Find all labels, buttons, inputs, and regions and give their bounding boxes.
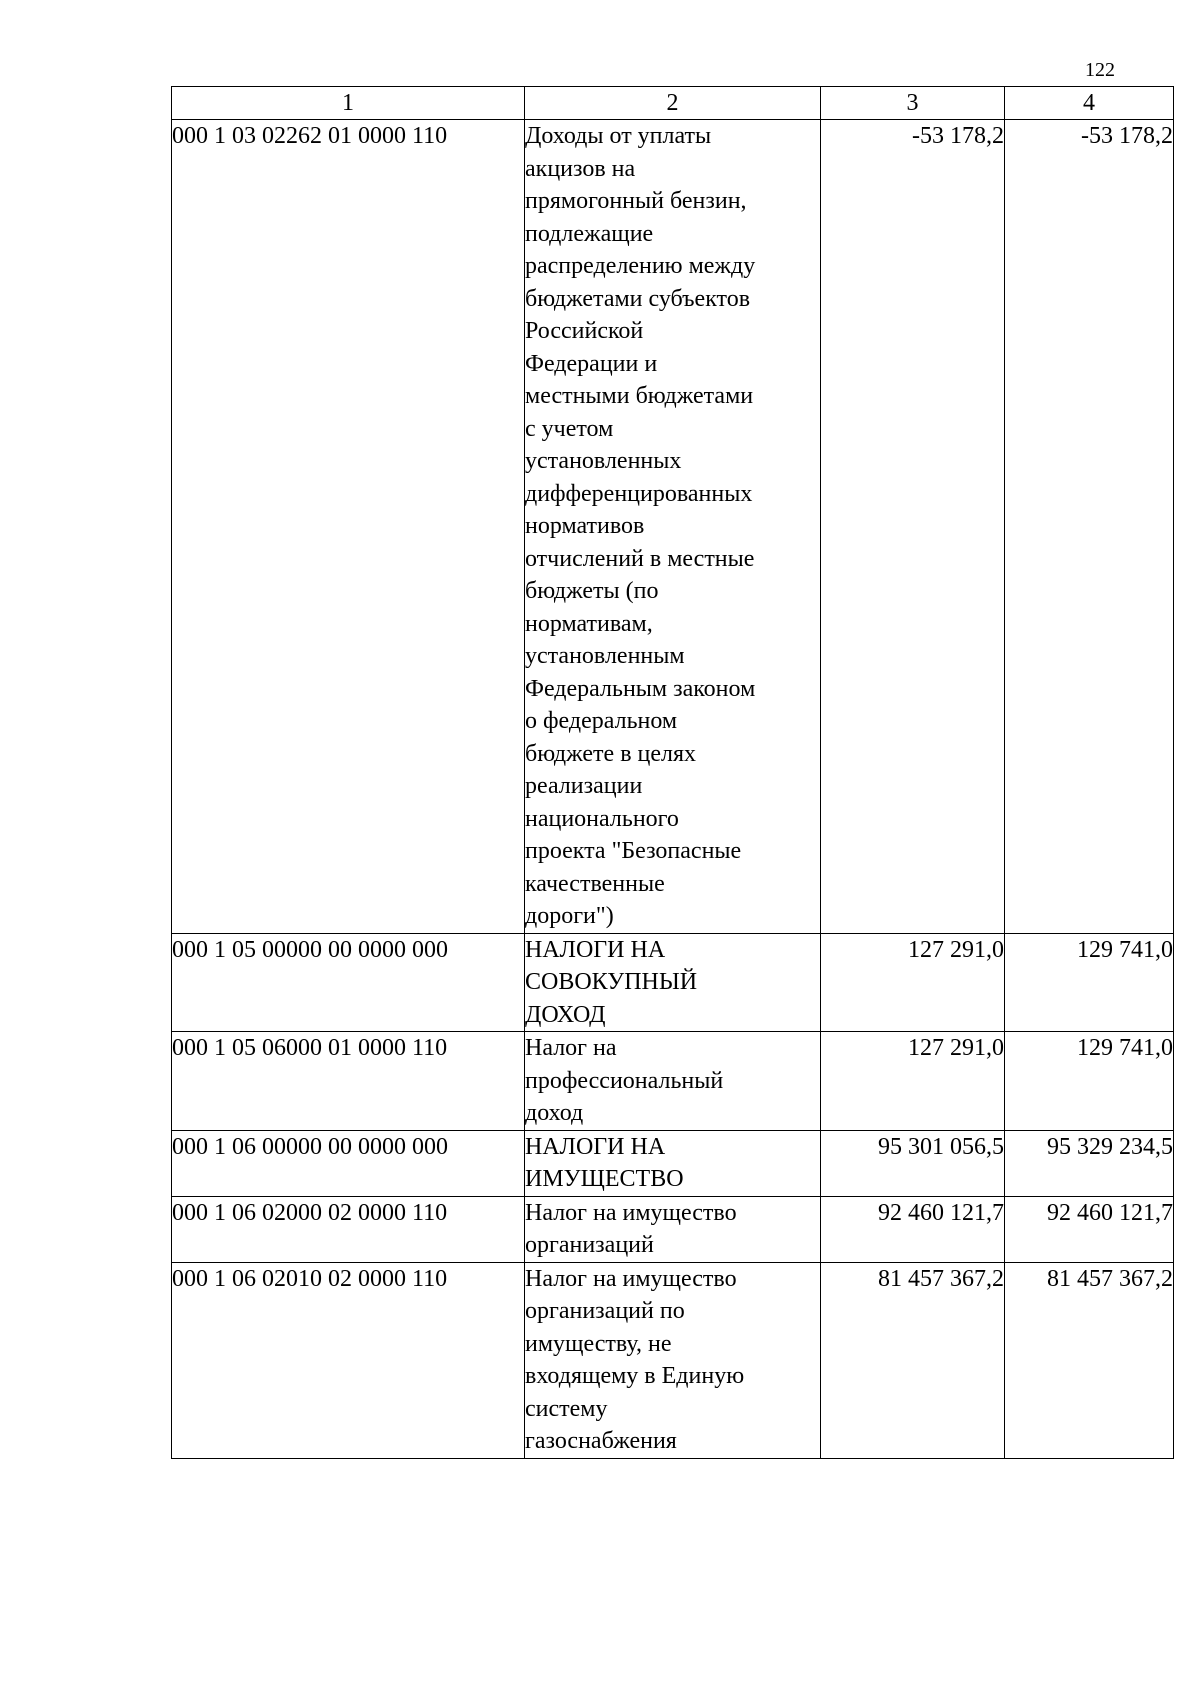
name-line: Российской: [525, 318, 644, 344]
header-cell-4: 4: [1005, 87, 1174, 120]
code-cell: 000 1 05 06000 01 0000 110: [172, 1032, 525, 1131]
table-row: [172, 1262, 1174, 1458]
name-line: реализации: [525, 773, 643, 799]
code-cell: 000 1 06 02000 02 0000 110: [172, 1196, 525, 1262]
name-line: с учетом: [525, 415, 614, 442]
name-line: качественные: [525, 870, 665, 897]
value-cell-col4: -53 178,2: [1005, 120, 1174, 934]
name-line: профессиональный: [525, 1067, 724, 1094]
value-cell-col3: -53 178,2: [821, 120, 1005, 934]
header-cell-1: 1: [172, 87, 525, 120]
table-row: [172, 1130, 1174, 1196]
value-cell-col4: 95 329 234,5: [1005, 1130, 1174, 1196]
name-line: систему: [525, 1395, 608, 1422]
table-row: [172, 1196, 1174, 1262]
name-line: национального: [525, 805, 679, 832]
value-cell-col3: 127 291,0: [821, 933, 1005, 1032]
name-line: газоснабжения: [525, 1428, 677, 1454]
code-cell: 000 1 05 00000 00 0000 000: [172, 933, 525, 1032]
name-line: бюджетами субъектов: [525, 285, 751, 312]
name-line: входящему в Единую: [525, 1363, 745, 1389]
name-cell: [525, 1130, 821, 1196]
name-line: подлежащие: [525, 220, 654, 247]
name-line: нормативов: [525, 513, 645, 539]
name-line: установленным: [525, 643, 685, 669]
value-cell-col4: 92 460 121,7: [1005, 1196, 1174, 1262]
table-row: [172, 1032, 1174, 1131]
budget-table: [171, 86, 1174, 1459]
name-line: местными бюджетами: [525, 383, 754, 409]
name-line: НАЛОГИ НА: [525, 1133, 666, 1160]
name-cell: [525, 1196, 821, 1262]
code-cell: 000 1 06 02010 02 0000 110: [172, 1262, 525, 1458]
name-line: Федерации и: [525, 350, 658, 377]
name-line: доход: [525, 1100, 584, 1126]
name-line: Налог на: [525, 1035, 617, 1061]
name-line: организаций по: [525, 1298, 685, 1324]
name-cell: [525, 120, 821, 934]
value-cell-col4: 81 457 367,2: [1005, 1262, 1174, 1458]
name-cell: [525, 933, 821, 1032]
value-cell-col3: 92 460 121,7: [821, 1196, 1005, 1262]
value-cell-col4: 129 741,0: [1005, 933, 1174, 1032]
name-line: о федеральном: [525, 708, 678, 734]
name-line: Налог на имущество: [525, 1265, 737, 1292]
name-line: прямогонный бензин,: [525, 188, 747, 214]
header-row: [172, 87, 1174, 120]
name-line: ДОХОД: [525, 1001, 606, 1028]
name-line: нормативам,: [525, 610, 653, 637]
page-number: 122: [1085, 59, 1115, 81]
header-cell-3: 3: [821, 87, 1005, 120]
name-line: проекта "Безопасные: [525, 838, 742, 864]
name-line: бюджеты (по: [525, 578, 659, 604]
name-line: дороги"): [525, 903, 614, 929]
name-cell: [525, 1262, 821, 1458]
name-line: Федеральным законом: [525, 675, 756, 702]
name-line: установленных: [525, 448, 682, 474]
name-line: распределению между: [525, 253, 756, 279]
name-cell: [525, 1032, 821, 1131]
name-line: Доходы от уплаты: [525, 123, 712, 149]
name-line: бюджете в целях: [525, 740, 697, 767]
name-line: акцизов на: [525, 155, 636, 182]
name-line: СОВОКУПНЫЙ: [525, 969, 698, 995]
name-line: отчислений в местные: [525, 545, 755, 572]
value-cell-col3: 95 301 056,5: [821, 1130, 1005, 1196]
header-cell-2: 2: [525, 87, 821, 120]
table-row: [172, 933, 1174, 1032]
value-cell-col4: 129 741,0: [1005, 1032, 1174, 1131]
code-cell: 000 1 03 02262 01 0000 110: [172, 120, 525, 934]
name-line: организаций: [525, 1232, 654, 1258]
value-cell-col3: 127 291,0: [821, 1032, 1005, 1131]
value-cell-col3: 81 457 367,2: [821, 1262, 1005, 1458]
name-line: дифференцированных: [525, 480, 753, 507]
name-line: имуществу, не: [525, 1330, 672, 1357]
name-line: Налог на имущество: [525, 1199, 737, 1226]
name-line: ИМУЩЕСТВО: [525, 1166, 684, 1192]
code-cell: 000 1 06 00000 00 0000 000: [172, 1130, 525, 1196]
table-row: [172, 120, 1174, 934]
name-line: НАЛОГИ НА: [525, 936, 666, 963]
